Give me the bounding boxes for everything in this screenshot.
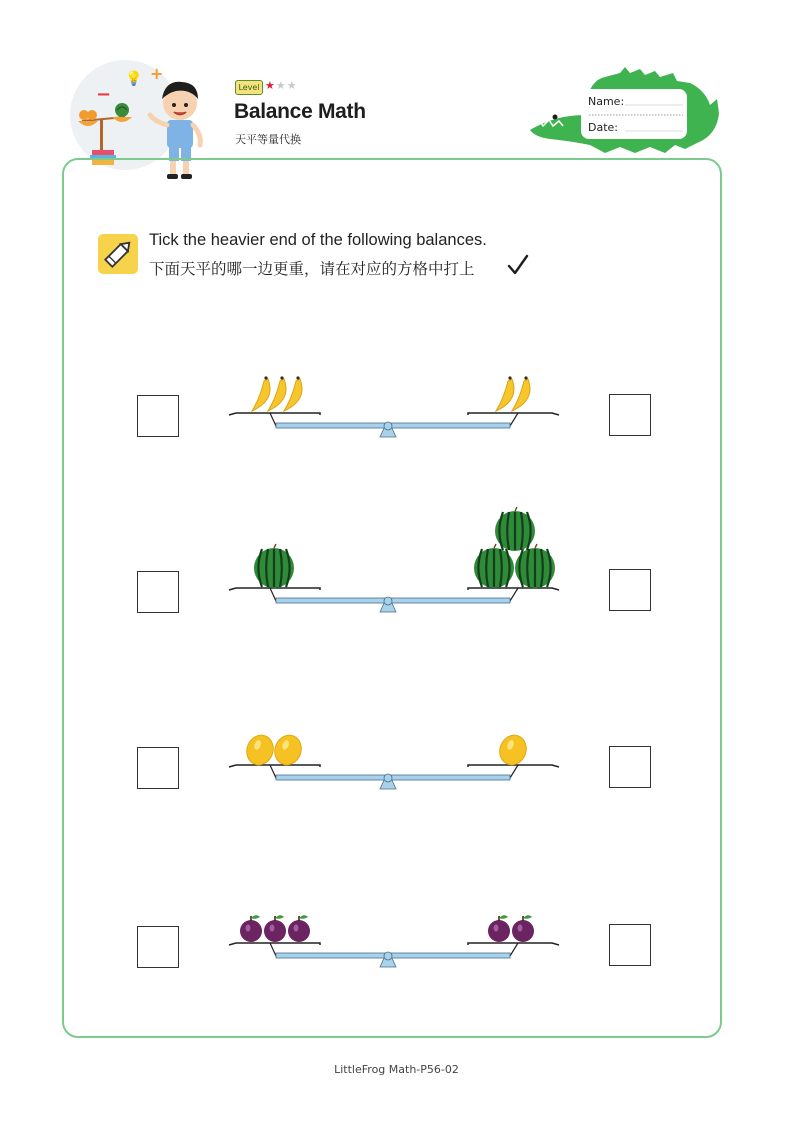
svg-text:+: +	[150, 64, 164, 83]
lemon-icon	[271, 731, 306, 768]
worksheet-subtitle: 天平等量代换	[235, 133, 301, 146]
plum-icon	[512, 915, 534, 942]
plum-icon	[488, 915, 510, 942]
right-pan	[468, 588, 559, 590]
right-pan	[468, 943, 559, 945]
scale-beam	[276, 775, 510, 780]
star-filled-icon: ★	[265, 79, 276, 92]
page-footer: LittleFrog Math-P56-02	[334, 1063, 459, 1076]
banana-icon	[284, 376, 302, 411]
left-checkbox-watermelon[interactable]	[137, 571, 179, 613]
watermelon-icon	[495, 507, 535, 551]
star-empty-icon: ★	[275, 79, 287, 92]
scale-pivot	[384, 952, 392, 960]
plum-icon	[240, 915, 262, 942]
right-checkbox-plum[interactable]	[609, 924, 651, 966]
scale-pivot	[384, 422, 392, 430]
worksheet-title: Balance Math	[234, 100, 366, 123]
star-empty-icon: ★	[286, 79, 298, 92]
level-badge: Level	[235, 80, 263, 95]
left-checkbox-plum[interactable]	[137, 926, 179, 968]
plum-icon	[264, 915, 286, 942]
left-pan	[229, 765, 320, 767]
balance-scale-watermelon	[226, 435, 562, 635]
instruction-chinese: 下面天平的哪一边更重，请在对应的方格中打上	[149, 260, 475, 278]
scale-beam	[276, 953, 510, 958]
right-pan	[468, 765, 559, 767]
watermelon-icon	[515, 544, 555, 588]
right-checkbox-watermelon[interactable]	[609, 569, 651, 611]
left-checkbox-lemon[interactable]	[137, 747, 179, 789]
balance-scale-plum	[226, 790, 562, 990]
banana-icon	[512, 376, 530, 411]
left-pan	[229, 413, 320, 415]
right-pan	[468, 413, 559, 415]
left-pan	[229, 588, 320, 590]
balance-scale-banana	[226, 260, 562, 460]
scale-beam	[276, 423, 510, 428]
pencil-icon	[98, 234, 138, 274]
left-pan	[229, 943, 320, 945]
lemon-icon	[496, 731, 531, 768]
instruction-english: Tick the heavier end of the following balances.	[149, 231, 487, 249]
banana-icon	[252, 376, 270, 411]
watermelon-icon	[474, 544, 514, 588]
svg-text:💡: 💡	[125, 71, 143, 87]
plum-icon	[288, 915, 310, 942]
banana-icon	[268, 376, 286, 411]
banana-icon	[496, 376, 514, 411]
scale-beam	[276, 598, 510, 603]
name-field-label: Name:	[588, 95, 625, 108]
level-stars	[265, 79, 298, 93]
svg-text:−: −	[96, 84, 112, 105]
crocodile-name-tag-illustration	[525, 65, 725, 160]
lemon-icon	[243, 731, 278, 768]
scale-pivot	[384, 774, 392, 782]
right-checkbox-banana[interactable]	[609, 394, 651, 436]
watermelon-icon	[254, 544, 294, 588]
date-field-label: Date:	[588, 121, 618, 134]
right-checkbox-lemon[interactable]	[609, 746, 651, 788]
scale-pivot	[384, 597, 392, 605]
balance-scale-lemon	[226, 612, 562, 812]
left-checkbox-banana[interactable]	[137, 395, 179, 437]
